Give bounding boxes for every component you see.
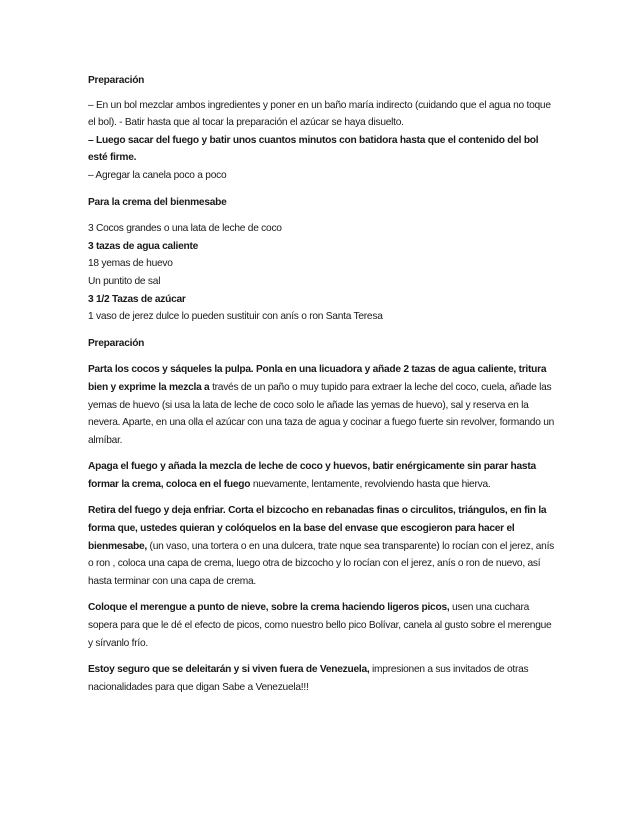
paragraph-1-bold: Parta los cocos y sáqueles la pulpa. Ponla en una licuadora y añade 2 tazas de agua caliente, tritura bien y exprime la mezcla a	[88, 364, 547, 393]
document-body	[88, 72, 558, 696]
paragraph-5	[88, 661, 558, 696]
ingredient-item: 3 Cocos grandes o una lata de leche de coco	[88, 223, 282, 235]
ingredient-item: 18 yemas de huevo	[88, 258, 173, 270]
ingredient-list	[88, 220, 558, 326]
paragraph-1-text: través de un paño o muy tupido para extraer la leche del coco, cuela, añade las yemas de huevo (si usa la lata de leche de coco solo le añade las yemas de huevo), sal y reserva en la nevera. Aparte, en una olla el azúcar con una taza de agua y cocinar a fuego fuerte sin revolver, formando un almíbar.	[88, 381, 555, 446]
paragraph-4-bold: Coloque el merengue a punto de nieve, sobre la crema haciendo ligeros picos,	[88, 602, 450, 614]
ingredient-item: 1 vaso de jerez dulce lo pueden sustituir con anís o ron Santa Teresa	[88, 311, 383, 323]
ingredient-item: 3 tazas de agua caliente	[88, 240, 199, 252]
paragraph-5-bold: Estoy seguro que se deleitarán y si viven fuera de Venezuela,	[88, 664, 370, 676]
paragraph-3-bold: Retira del fuego y deja enfriar. Corta el bizcocho en rebanadas finas o circulitos, triángulos, en fin la forma que, ustedes quieran y colóquelos en la base del envase que escogieron para hacer el bienmesabe,	[88, 505, 547, 552]
section-heading-preparacion: Preparación	[88, 75, 145, 86]
paragraph-2	[88, 458, 558, 493]
paragraph-2-text: nuevamente, lentamente, revolviendo hasta que hierva.	[250, 478, 491, 490]
paragraph-4-text: usen una cuchara sopera para que le dé el efecto de picos, como nuestro bello pico Bolívar, canela al gusto sobre el merengue y sírvanlo frío.	[88, 602, 552, 649]
paragraph-4	[88, 599, 558, 652]
paragraph-1	[88, 361, 558, 449]
paragraph-step-1: – En un bol mezclar ambos ingredientes y poner en un baño maría indirecto (cuidando que el agua no toque el bol). - Batir hasta que al tocar la preparación el azúcar se haya disuelto.	[88, 99, 551, 129]
paragraph-step-3: – Agregar la canela poco a poco	[88, 169, 227, 181]
paragraph-3	[88, 502, 558, 590]
ingredient-item: Un puntito de sal	[88, 275, 161, 287]
ingredient-item: 3 1/2 Tazas de azúcar	[88, 293, 186, 305]
paragraph-3-text: (un vaso, una tortera o en una dulcera, trate nque sea transparente) lo rocían con el jerez, anís o ron , coloca una capa de crema, luego otra de bizcocho y lo rocían con el jerez, anís o ron de nuevo, así hasta terminar con una capa de crema.	[88, 540, 554, 587]
section-heading-preparacion-2: Preparación	[88, 337, 145, 349]
paragraph-5-text: impresionen a sus invitados de otras nacionalidades para que digan Sabe a Venezuela!!!	[88, 664, 529, 693]
paragraph-step-2: – Luego sacar del fuego y batir unos cuantos minutos con batidora hasta que el contenido del bol esté firme.	[88, 134, 539, 164]
section-heading-crema: Para la crema del bienmesabe	[88, 196, 227, 208]
paragraph-2-bold: Apaga el fuego y añada la mezcla de leche de coco y huevos, batir enérgicamente sin parar hasta formar la crema, coloca en el fuego	[88, 461, 536, 490]
